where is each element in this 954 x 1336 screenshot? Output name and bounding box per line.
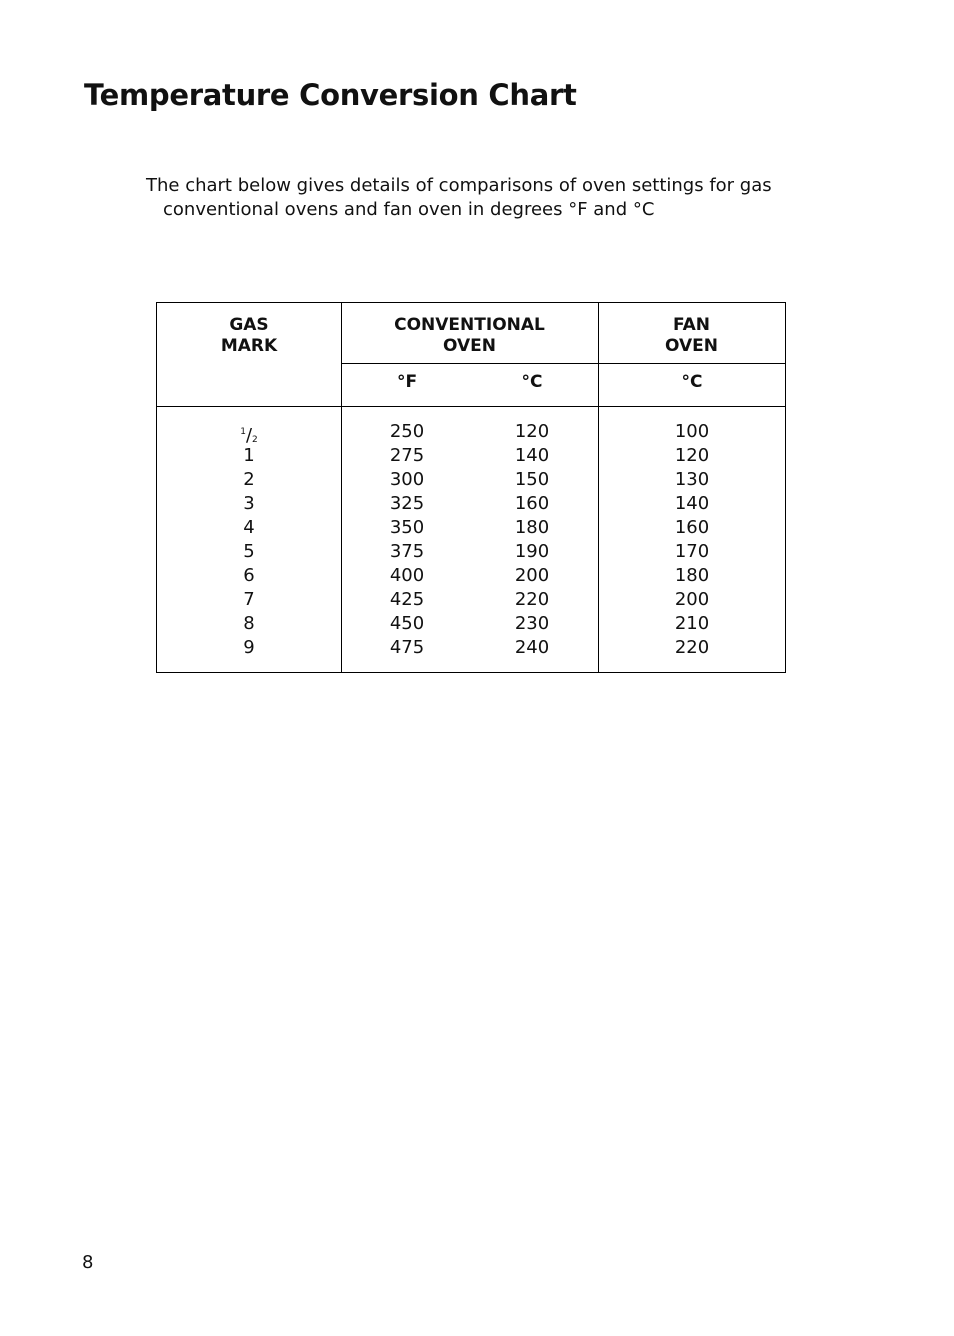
header-text: FAN bbox=[672, 315, 711, 335]
gas-mark-value: 1 bbox=[243, 445, 255, 466]
conv-f-value: 250 bbox=[389, 421, 425, 442]
unit-conv-f: °F bbox=[396, 372, 418, 392]
header-conventional-oven bbox=[341, 315, 598, 357]
fan-c-column bbox=[652, 420, 732, 660]
conv-f-value: 325 bbox=[389, 493, 425, 514]
fraction-numerator: 1 bbox=[240, 427, 246, 437]
conv-c-value: 240 bbox=[514, 637, 550, 658]
fraction-denominator: 2 bbox=[252, 435, 258, 445]
conv-c-value: 180 bbox=[514, 517, 550, 538]
gas-mark-half: $^1/_2$ bbox=[240, 425, 258, 446]
unit-conv-c: °C bbox=[521, 372, 543, 392]
header-text: OVEN bbox=[443, 336, 496, 356]
header-text: GAS bbox=[229, 315, 269, 335]
temperature-table bbox=[156, 302, 786, 673]
fan-c-value: 100 bbox=[674, 421, 710, 442]
conv-c-value: 150 bbox=[514, 469, 550, 490]
header-text: CONVENTIONAL bbox=[394, 315, 545, 335]
header-fan-oven bbox=[598, 315, 785, 357]
conv-f-value: 450 bbox=[389, 613, 425, 634]
conv-f-value: 475 bbox=[389, 637, 425, 658]
header-text: OVEN bbox=[665, 336, 718, 356]
table-divider bbox=[341, 363, 785, 364]
fan-c-value: 220 bbox=[674, 637, 710, 658]
conv-f-value: 425 bbox=[389, 589, 425, 610]
fan-c-value: 210 bbox=[674, 613, 710, 634]
conv-c-value: 140 bbox=[514, 445, 550, 466]
fan-c-value: 160 bbox=[674, 517, 710, 538]
intro-line-1: The chart below gives details of comparisons of oven settings for gas bbox=[146, 175, 772, 196]
page-title: Temperature Conversion Chart bbox=[84, 78, 577, 112]
conv-c-value: 200 bbox=[514, 565, 550, 586]
gas-mark-value: 7 bbox=[243, 589, 255, 610]
fan-c-value: 120 bbox=[674, 445, 710, 466]
fan-c-value: 140 bbox=[674, 493, 710, 514]
gas-mark-value: 3 bbox=[243, 493, 255, 514]
fan-c-value: 130 bbox=[674, 469, 710, 490]
conv-f-value: 375 bbox=[389, 541, 425, 562]
fan-c-value: 200 bbox=[674, 589, 710, 610]
gas-mark-value: 6 bbox=[243, 565, 255, 586]
conv-f-value: 300 bbox=[389, 469, 425, 490]
gas-mark-value: 4 bbox=[243, 517, 255, 538]
table-divider bbox=[598, 303, 599, 672]
conv-f-column bbox=[367, 420, 447, 660]
gas-mark-value: 5 bbox=[243, 541, 255, 562]
conv-f-value: 400 bbox=[389, 565, 425, 586]
conv-f-value: 275 bbox=[389, 445, 425, 466]
table-divider bbox=[157, 406, 785, 407]
header-gas-mark bbox=[157, 315, 341, 357]
intro-line-2: conventional ovens and fan oven in degrees °F and °C bbox=[163, 199, 655, 220]
gas-mark-value: 9 bbox=[243, 637, 255, 658]
fan-c-value: 180 bbox=[674, 565, 710, 586]
conv-c-value: 160 bbox=[514, 493, 550, 514]
conv-c-value: 120 bbox=[514, 421, 550, 442]
table-divider bbox=[341, 303, 342, 672]
unit-fan-c: °C bbox=[681, 372, 703, 392]
gas-mark-column bbox=[209, 420, 289, 660]
intro-text bbox=[146, 174, 846, 222]
header-text: MARK bbox=[220, 336, 278, 356]
conv-c-value: 220 bbox=[514, 589, 550, 610]
conv-c-value: 230 bbox=[514, 613, 550, 634]
fan-c-value: 170 bbox=[674, 541, 710, 562]
conv-c-value: 190 bbox=[514, 541, 550, 562]
gas-mark-value: 2 bbox=[243, 469, 255, 490]
gas-mark-value: 8 bbox=[243, 613, 255, 634]
page-number: 8 bbox=[82, 1252, 94, 1273]
conv-f-value: 350 bbox=[389, 517, 425, 538]
conv-c-column bbox=[492, 420, 572, 660]
